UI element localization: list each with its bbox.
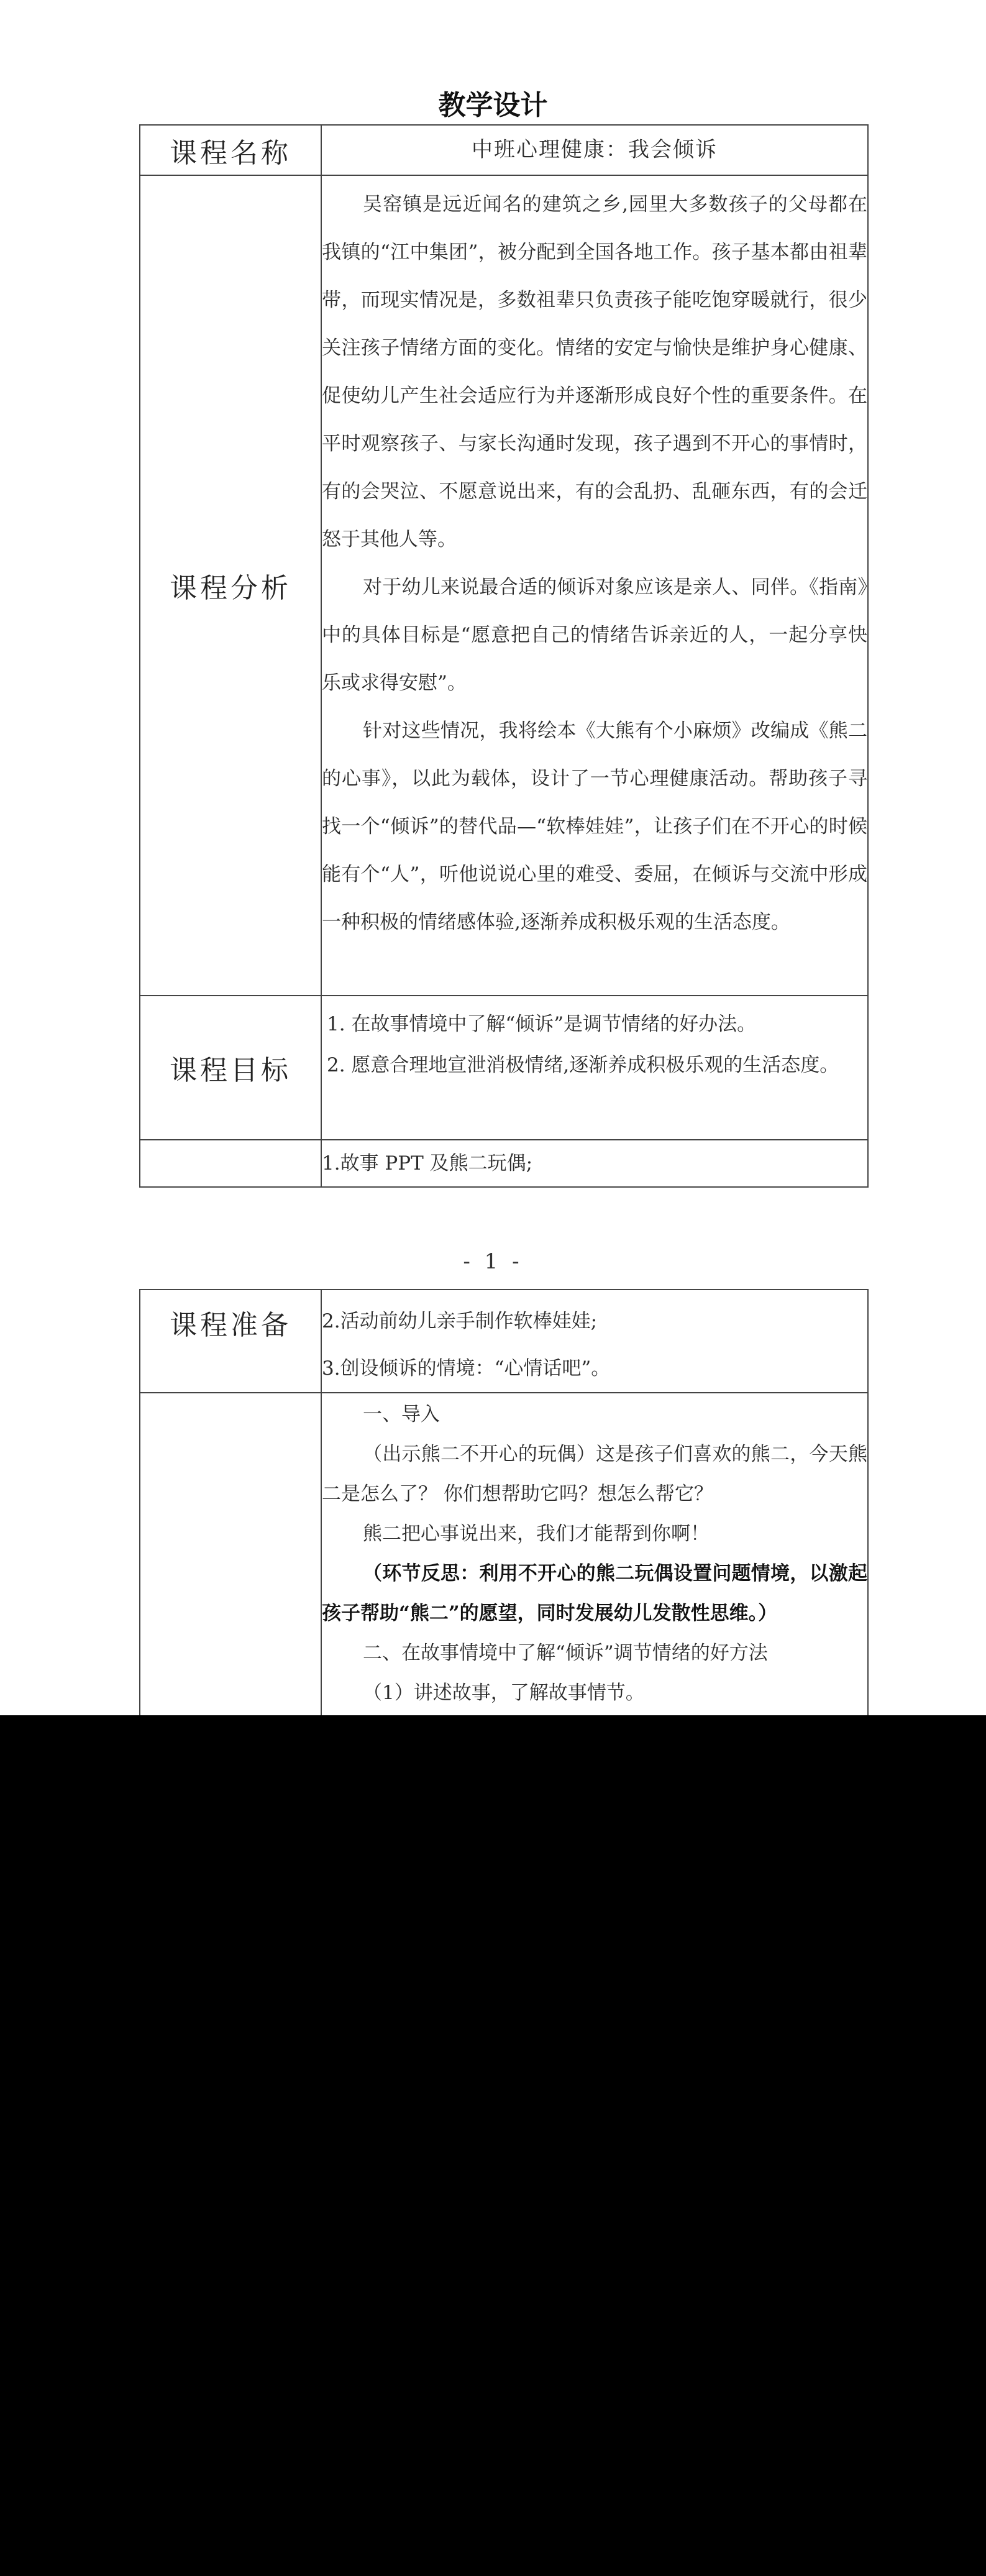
row-course-analysis — [140, 175, 868, 996]
analysis-paragraph: 对于幼儿来说最合适的倾诉对象应该是亲人、同伴。《指南》中的具体目标是“愿意把自己的情绪告诉亲近的人，一起分享快乐或求得安慰”。 — [322, 576, 867, 694]
goal-item: 2. 愿意合理地宣泄消极情绪,逐渐养成积极乐观的生活态度。 — [327, 1054, 839, 1076]
label-course-goals: 课程目标 — [140, 996, 321, 1140]
goal-item: 1. 在故事情境中了解“倾诉”是调节情绪的好办法。 — [327, 1013, 757, 1035]
label-course-name: 课程名称 — [140, 125, 321, 175]
label-empty — [140, 1140, 321, 1187]
course-prep-content — [321, 1290, 868, 1393]
analysis-paragraph: 针对这些情况，我将绘本《大熊有个小麻烦》改编成《熊二的心事》，以此为载体，设计了一节心理健康活动。帮助孩子寻找一个“倾诉”的替代品—“软棒娃娃”，让孩子们在不开心的时候能有个“人”，听他说说心里的难受、委屈，在倾诉与交流中形成一种积极的情绪感体验,逐渐养成积极乐观的生活态度。 — [322, 720, 867, 933]
prep-item: 3.创设倾诉的情境：“心情话吧”。 — [322, 1357, 611, 1380]
lesson-table-page1 — [139, 124, 869, 1188]
document-title: 教学设计 — [438, 89, 548, 121]
row-course-prep-start — [140, 1140, 868, 1187]
process-line: 熊二把心事说出来，我们才能帮到你啊！ — [363, 1523, 710, 1545]
row-course-name — [140, 125, 868, 175]
process-line: （出示熊二不开心的玩偶）这是孩子们喜欢的熊二，今天熊二是怎么了？ 你们想帮助它吗？想怎么帮它？ — [322, 1443, 867, 1505]
process-line: 二、在故事情境中了解“倾诉”调节情绪的好方法 — [363, 1642, 768, 1664]
blackout-region — [0, 1715, 986, 2576]
process-line: （1）讲述故事，了解故事情节。 — [363, 1682, 645, 1704]
page-number: - 1 - — [463, 1249, 523, 1274]
row-course-prep — [140, 1290, 868, 1393]
course-analysis-content — [321, 175, 868, 996]
label-course-analysis: 课程分析 — [140, 175, 321, 996]
label-course-prep: 课程准备 — [140, 1290, 321, 1393]
process-reflection: （环节反思：利用不开心的熊二玩偶设置问题情境，以激起孩子帮助“熊二”的愿望，同时发展幼儿发散性思维。） — [322, 1562, 867, 1625]
row-course-goals — [140, 996, 868, 1140]
course-name-value: 中班心理健康：我会倾诉 — [321, 125, 868, 175]
course-goals-content — [321, 996, 868, 1140]
process-line: 一、导入 — [363, 1403, 440, 1426]
analysis-paragraph: 吴窑镇是远近闻名的建筑之乡,园里大多数孩子的父母都在我镇的“江中集团”，被分配到全国各地工作。孩子基本都由祖辈带，而现实情况是，多数祖辈只负责孩子能吃饱穿暖就行，很少关注孩子情绪方面的变化。情绪的安定与愉快是维护身心健康、促使幼儿产生社会适应行为并逐渐形成良好个性的重要条件。在平时观察孩子、与家长沟通时发现，孩子遇到不开心的事情时，有的会哭泣、不愿意说出来，有的会乱扔、乱砸东西，有的会迁怒于其他人等。 — [322, 193, 867, 551]
prep-item: 2.活动前幼儿亲手制作软棒娃娃; — [322, 1310, 598, 1332]
prep-first-item: 1.故事 PPT 及熊二玩偶; — [321, 1140, 868, 1187]
